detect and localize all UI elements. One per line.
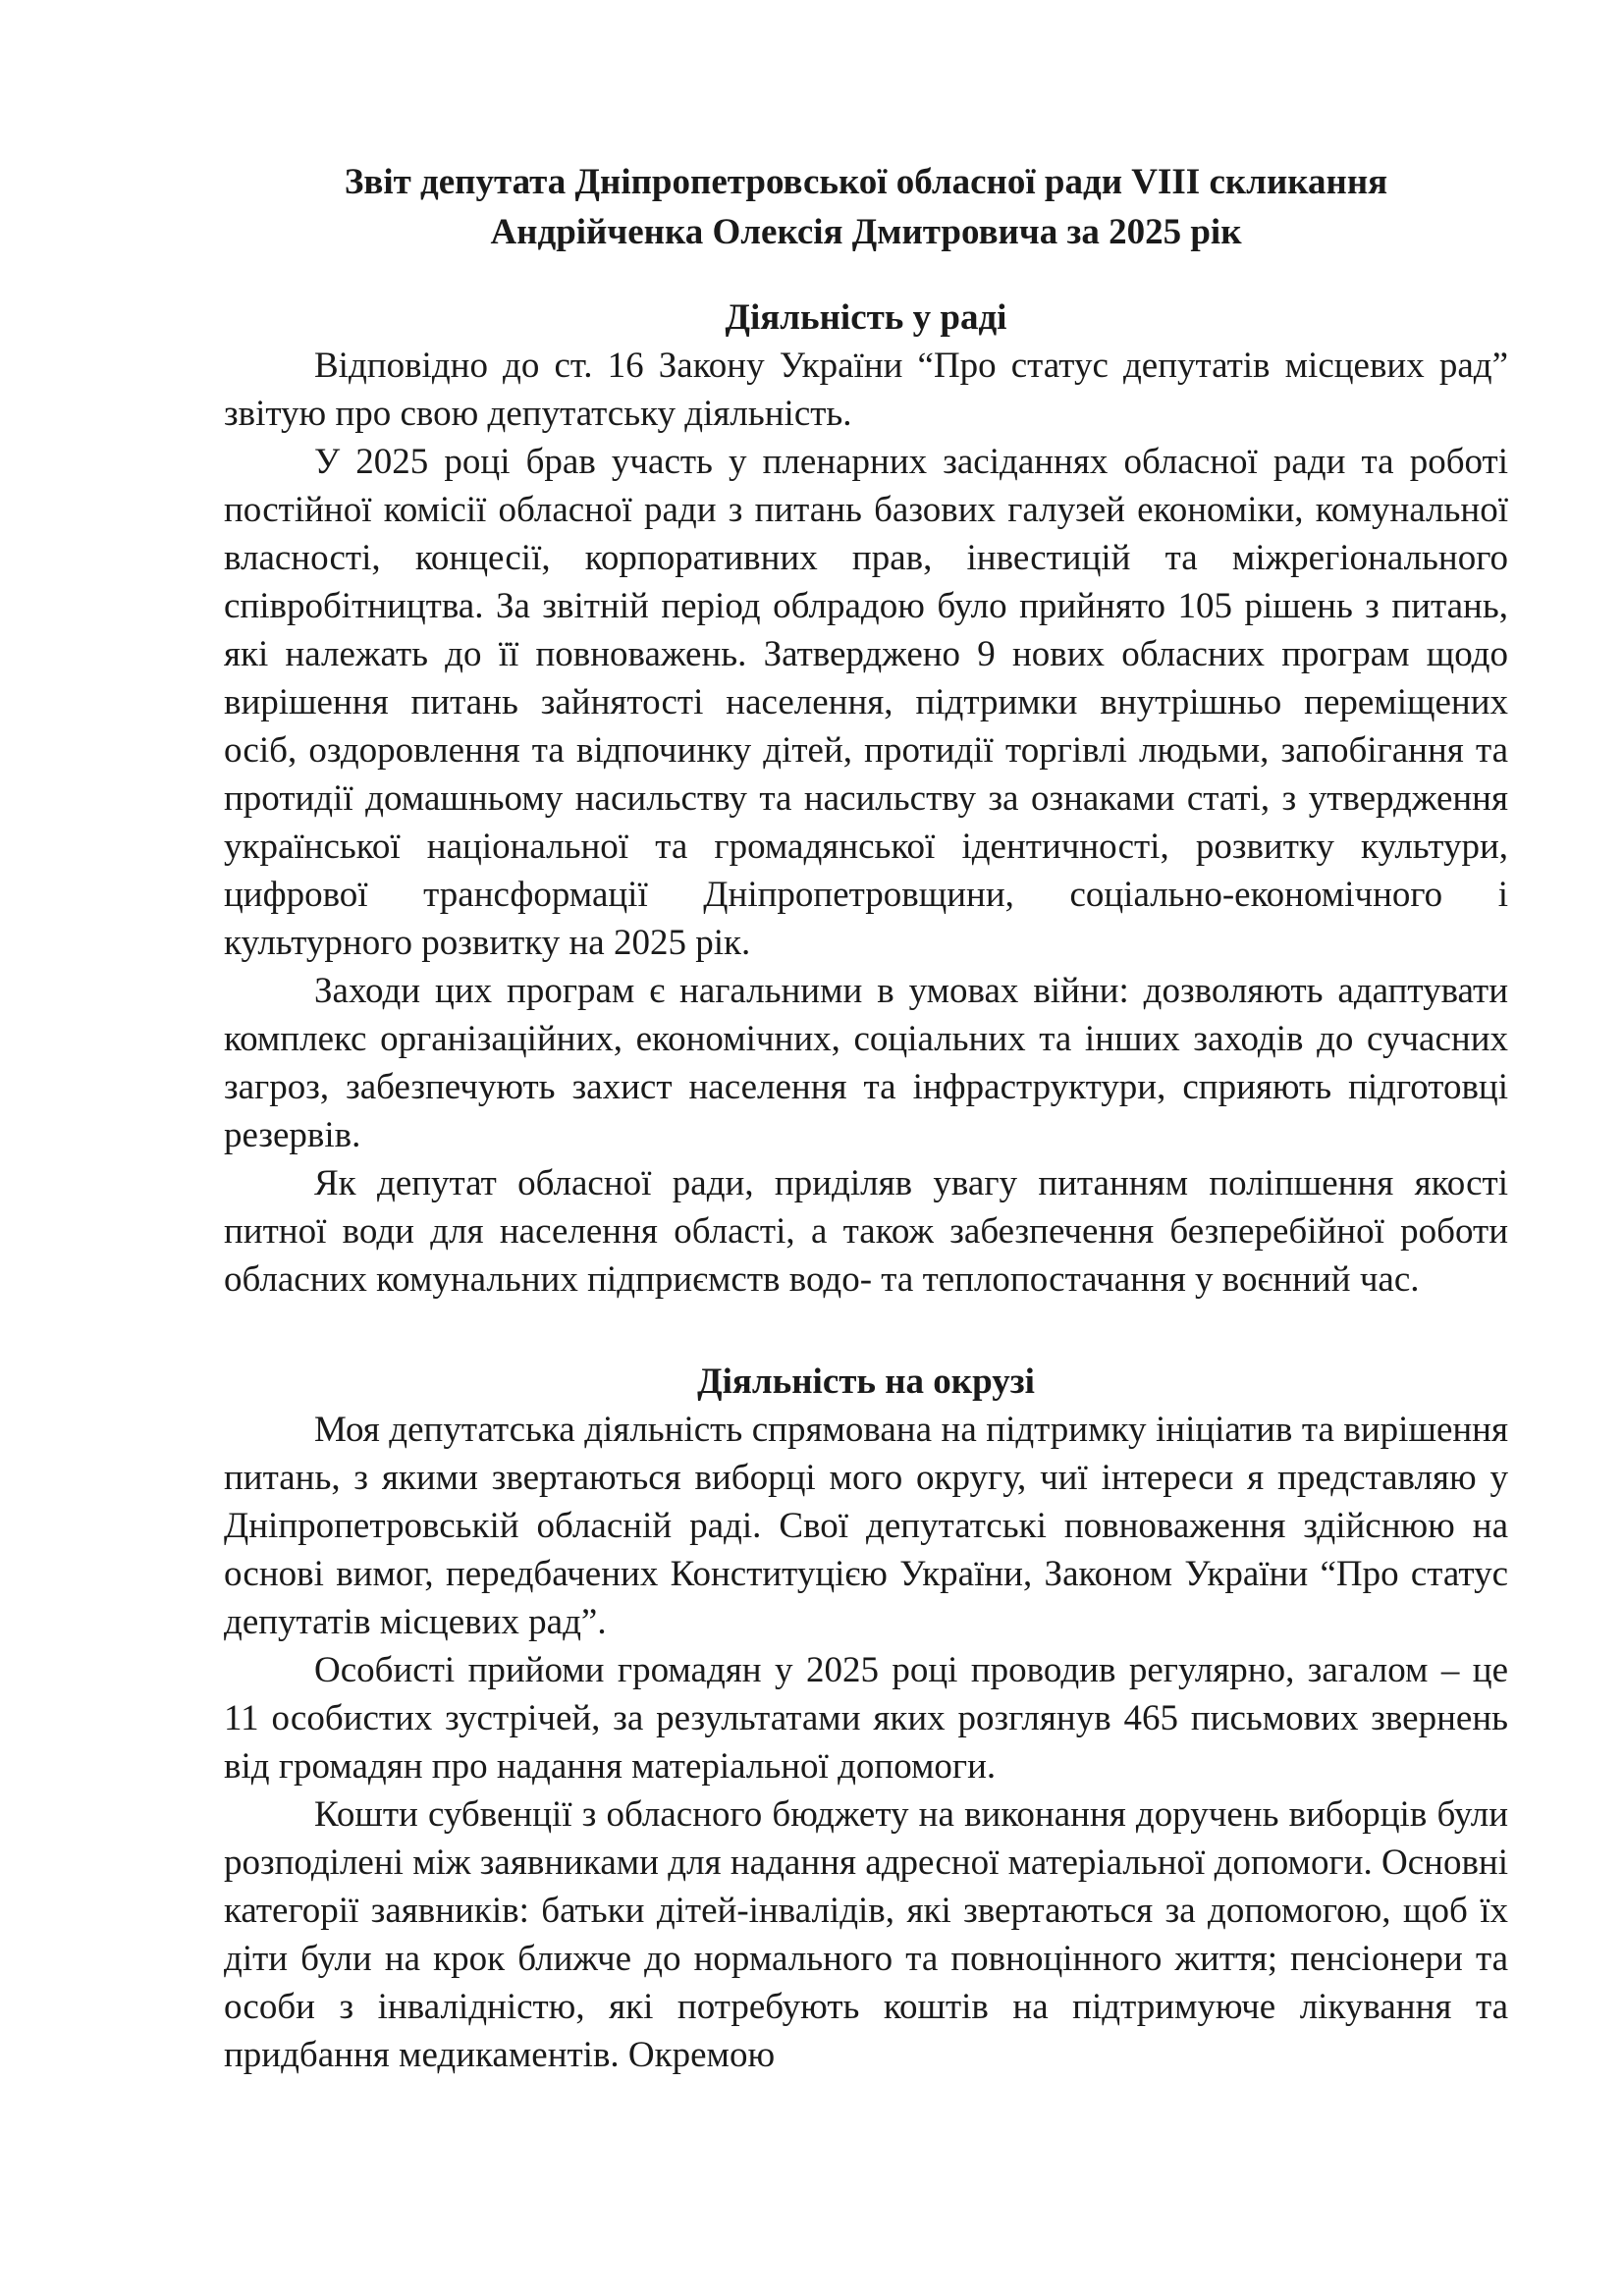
document-title	[224, 157, 1508, 257]
section-heading: Діяльність на окрузі	[697, 1362, 1035, 1402]
title-line-2: Андрійченка Олексія Дмитровича за 2025 рік	[490, 212, 1242, 252]
section-heading: Діяльність у раді	[725, 297, 1007, 338]
document-page	[224, 157, 1508, 2079]
paragraph: Заходи цих програм є нагальними в умовах війни: дозволяють адаптувати комплекс організаційних, економічних, соціальних та інших заходів до сучасних загроз, забезпечують захист населення та інфраструктури, сприяють підготовці резервів.	[224, 971, 1508, 1155]
paragraph: Особисті прийоми громадян у 2025 році проводив регулярно, загалом – це 11 особистих зустрічей, за результатами яких розглянув 465 письмових звернень від громадян про надання матеріальної допомоги.	[224, 1650, 1508, 1787]
paragraph: У 2025 році брав участь у пленарних засіданнях обласної ради та роботі постійної комісії обласної ради з питань базових галузей економіки, комунальної власності, концесії, корпоративних прав, інвестицій та міжрегіонального співробітництва. За звітній період облрадою було прийнято 105 рішень з питань, які належать до її повноважень. Затверджено 9 нових обласних програм щодо вирішення питань зайнятості населення, підтримки внутрішньо переміщених осіб, оздоровлення та відпочинку дітей, протидії торгівлі людьми, запобігання та протидії домашньому насильству та насильству за ознаками статі, з утвердження української національної та громадянської ідентичності, розвитку культури, цифрової трансформації Дніпропетровщини, соціально-економічного і культурного розвитку на 2025 рік.	[224, 442, 1508, 963]
section-council-activity	[224, 294, 1508, 1304]
section-district-activity	[224, 1358, 1508, 2079]
paragraph: Як депутат обласної ради, приділяв увагу питанням поліпшення якості питної води для населення області, а також забезпечення безперебійної роботи обласних комунальних підприємств водо- та теплопостачання у воєнний час.	[224, 1163, 1508, 1300]
title-line-1: Звіт депутата Дніпропетровської обласної ради VIII скликання	[344, 162, 1388, 202]
paragraph: Кошти субвенції з обласного бюджету на виконання доручень виборців були розподілені між заявниками для надання адресної матеріальної допомоги. Основні категорії заявників: батьки дітей-інвалідів, які звертаються за допомогою, щоб їх діти були на крок ближче до нормального та повноцінного життя; пенсіонери та особи з інвалідністю, які потребують коштів на підтримуюче лікування та придбання медикаментів. Окремою	[224, 1794, 1508, 2075]
paragraph: Відповідно до ст. 16 Закону України “Про статус депутатів місцевих рад” звітую про свою депутатську діяльність.	[224, 346, 1508, 434]
paragraph: Моя депутатська діяльність спрямована на підтримку ініціатив та вирішення питань, з якими звертаються виборці мого округу, чиї інтереси я представляю у Дніпропетровській обласній раді. Свої депутатські повноваження здійснюю на основі вимог, передбачених Конституцією України, Законом України “Про статус депутатів місцевих рад”.	[224, 1410, 1508, 1642]
